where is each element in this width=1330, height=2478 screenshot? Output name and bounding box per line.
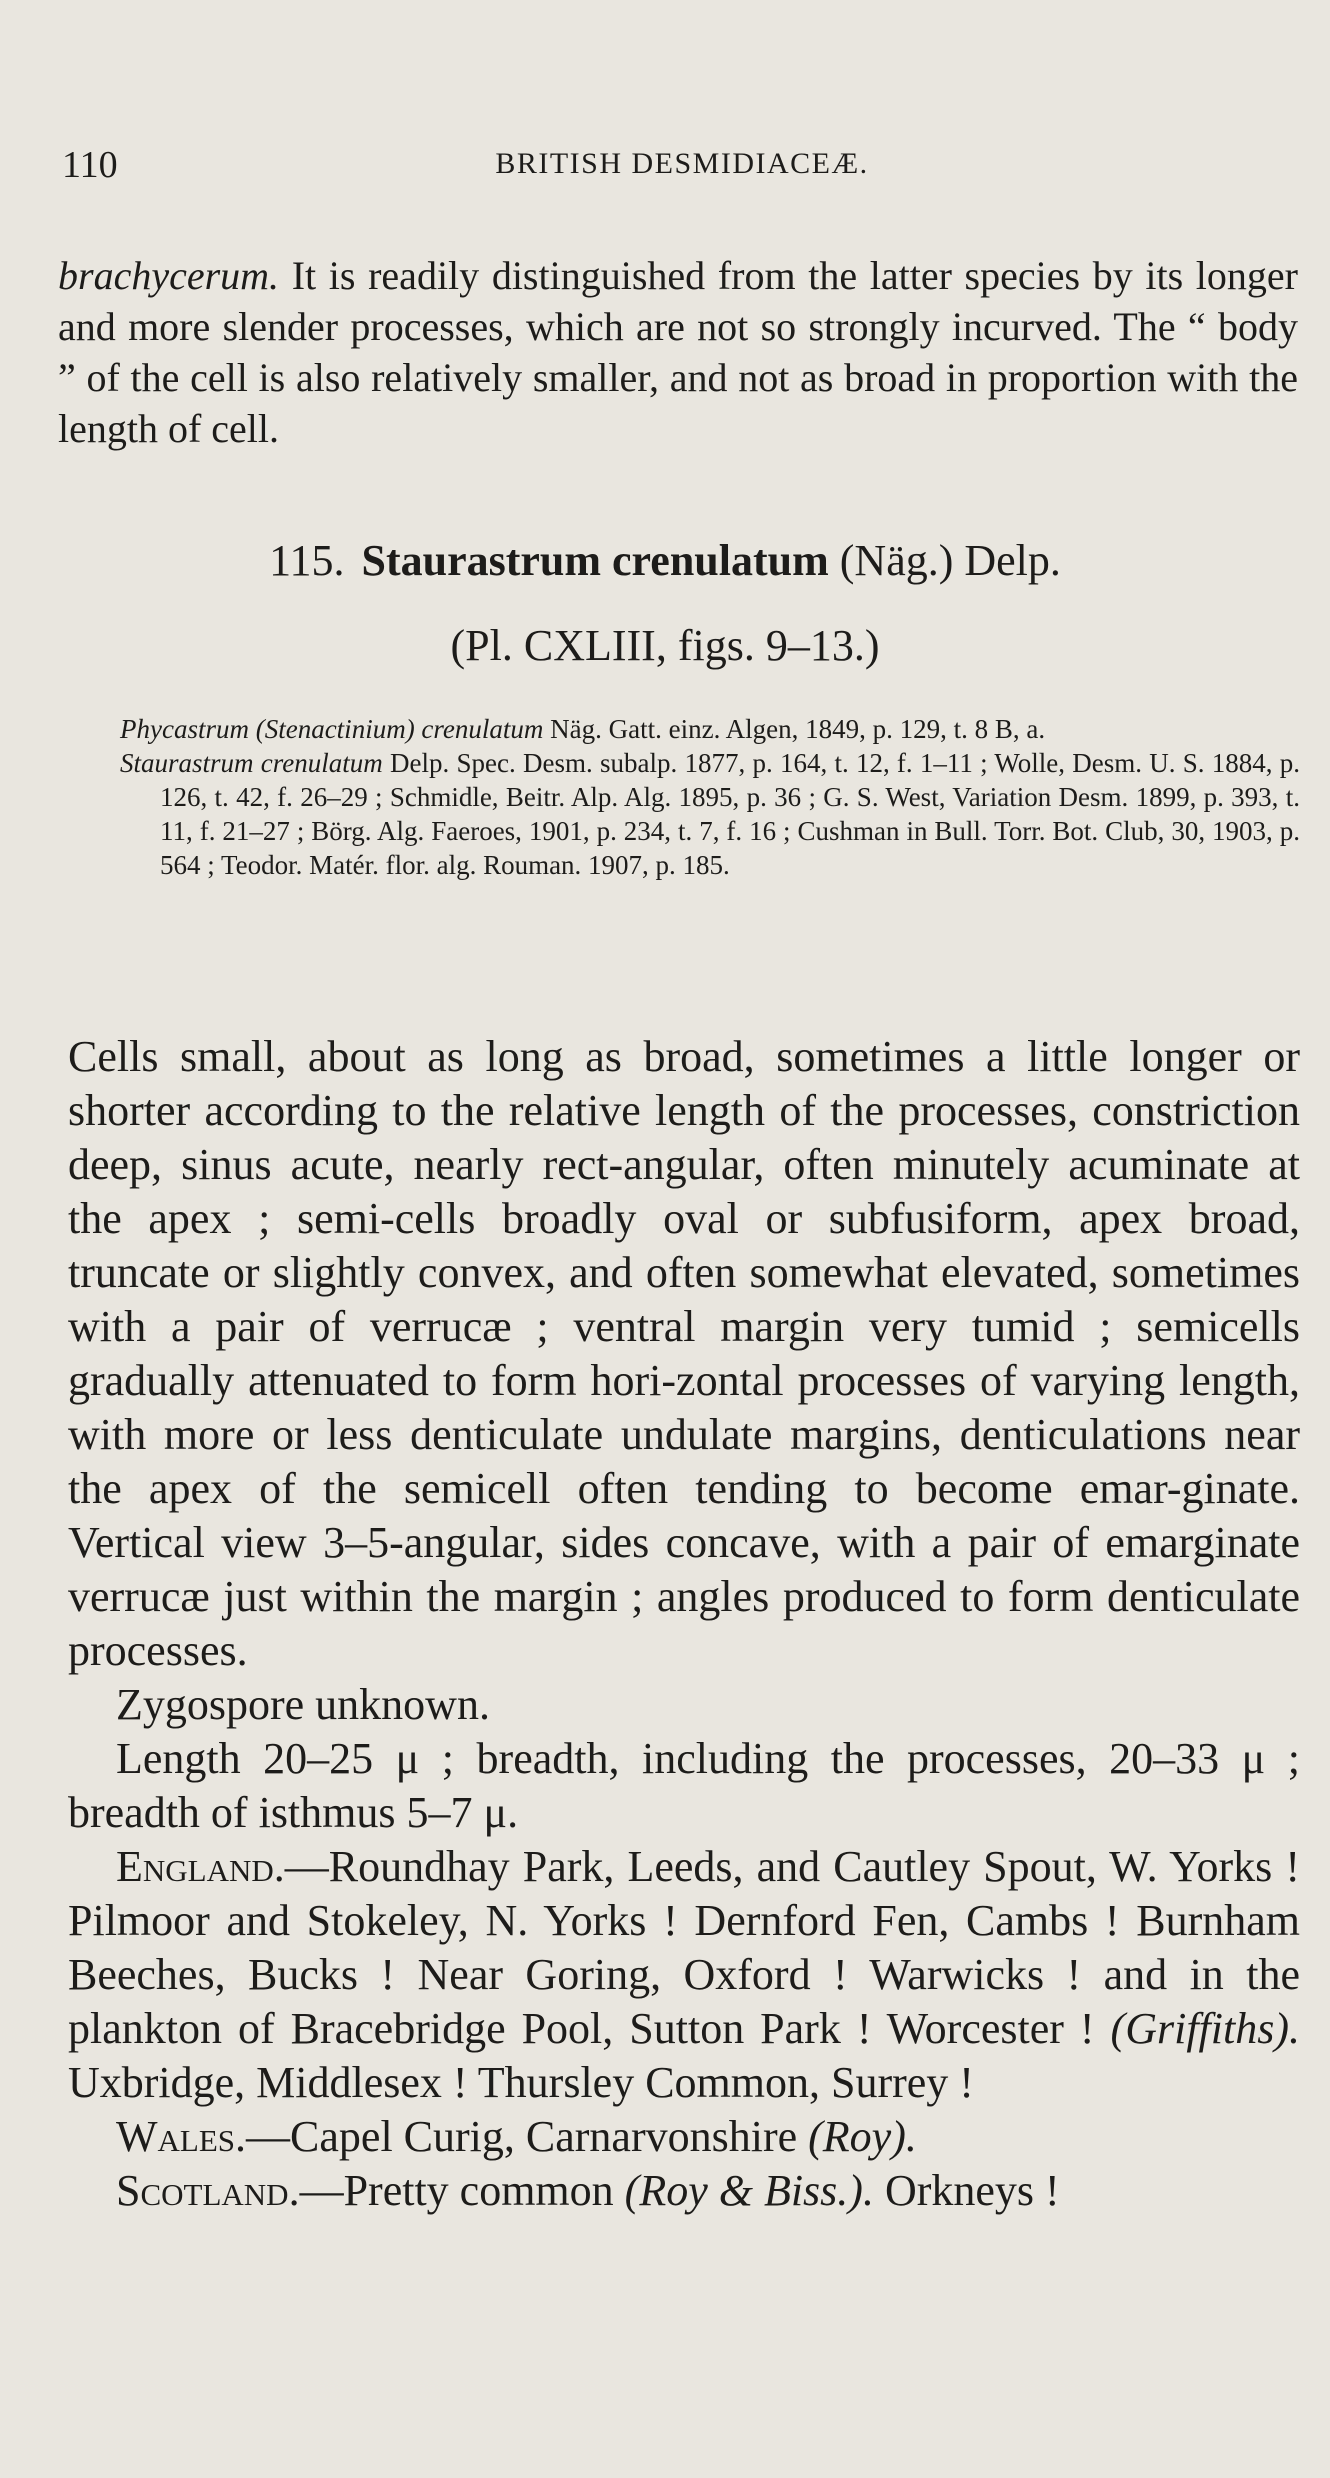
distribution-scotland xyxy=(68,2164,1300,2218)
england-localities: —Roundhay Park, Leeds, and Cautley Spout, W. Yorks ! Pilmoor and Stokeley, N. Yorks ! Dernford Fen, Cambs ! Burnham Beeches, Bucks ! Near Goring, Oxford ! Warwicks ! and in the plankton of Bracebridge Pool, Sutton Park ! Worcester ! xyxy=(68,1842,1300,2053)
intro-text: It is readily distinguished from the latter species by its longer and more slender processes, which are not so strongly incurved. The “ body ” of the cell is also relatively smaller, and not as broad in proportion with the length of cell. xyxy=(58,253,1298,451)
wales-credit: (Roy). xyxy=(808,2112,917,2161)
scotland-localities-more: Orkneys ! xyxy=(873,2166,1060,2215)
intro-paragraph xyxy=(58,250,1298,454)
england-localities-more: Uxbridge, Middlesex ! Thursley Common, Surrey ! xyxy=(68,2058,974,2107)
synonym-entry xyxy=(120,712,1300,746)
plate-reference: (Pl. CXLIII, figs. 9–13.) xyxy=(450,621,880,670)
scotland-credit: (Roy & Biss.). xyxy=(624,2166,874,2215)
species-heading xyxy=(0,535,1330,586)
synonym-name: Phycastrum (Stenactinium) crenulatum xyxy=(120,714,544,744)
page-number: 110 xyxy=(62,144,118,186)
synonym-entry xyxy=(120,746,1300,882)
wales-localities: —Capel Curig, Carnarvonshire xyxy=(246,2112,809,2161)
page-header xyxy=(62,143,1302,193)
species-name: Staurastrum crenulatum xyxy=(361,536,829,585)
running-head: BRITISH DESMIDIACEÆ. xyxy=(495,147,869,180)
scotland-localities: —Pretty common xyxy=(299,2166,625,2215)
dimensions: Length 20–25 μ ; breadth, including the processes, 20–33 μ ; breadth of isthmus 5–7 μ. xyxy=(68,1734,1300,1837)
distribution-england xyxy=(68,1840,1300,2110)
species-description xyxy=(68,1030,1300,2218)
region-label-england: England. xyxy=(116,1842,285,1891)
synonym-name: Staurastrum crenulatum xyxy=(120,748,383,778)
distribution-wales xyxy=(68,2110,1300,2164)
species-number: 115. xyxy=(269,536,345,585)
zygospore-note: Zygospore unknown. xyxy=(116,1680,490,1729)
synonym-citation: Delp. Spec. Desm. subalp. 1877, p. 164, t. 12, f. 1–11 ; Wolle, Desm. U. S. 1884, p. 126, t. 42, f. 26–29 ; Schmidle, Beitr. Alp. Alg. 1895, p. 36 ; G. S. West, Variation Desm. 1899, p. 393, t. 11, f. 21–27 ; Börg. Alg. Faeroes, 1901, p. 234, t. 7, f. 16 ; Cushman in Bull. Torr. Bot. Club, 30, 1903, p. 564 ; Teodor. Matér. flor. alg. Rouman. 1907, p. 185. xyxy=(160,748,1300,880)
description-main: Cells small, about as long as broad, sometimes a little longer or shorter according to the relative length of the processes, constriction deep, sinus acute, nearly rect-angular, often minutely acuminate at the apex ; semi-cells broadly oval or subfusiform, apex broad, truncate or slightly convex, and often somewhat elevated, sometimes with a pair of verrucæ ; ventral margin very tumid ; semicells gradually attenuated to form hori-zontal processes of varying length, with more or less denticulate undulate margins, denticulations near the apex of the semicell often tending to become emar-ginate. Vertical view 3–5-angular, sides concave, with a pair of emarginate verrucæ just within the margin ; angles produced to form denticulate processes. xyxy=(68,1032,1300,1675)
region-label-scotland: Scotland. xyxy=(116,2166,300,2215)
england-credit: (Griffiths). xyxy=(1110,2004,1300,2053)
synonymy-block xyxy=(120,712,1300,882)
region-label-wales: Wales. xyxy=(116,2112,247,2161)
synonym-citation: Näg. Gatt. einz. Algen, 1849, p. 129, t. 8 B, a. xyxy=(543,714,1046,744)
species-authority: (Näg.) Delp. xyxy=(839,536,1061,585)
intro-lead-species: brachycerum. xyxy=(58,253,280,298)
